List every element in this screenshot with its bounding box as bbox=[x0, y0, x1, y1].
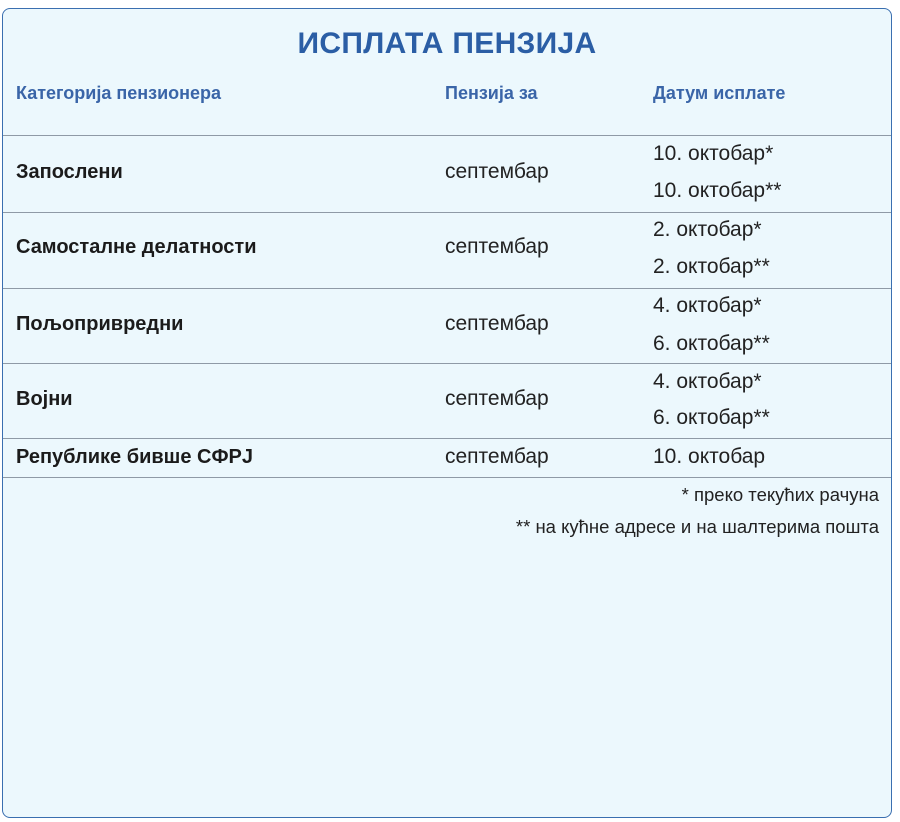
row-date-account: 4. октобар* bbox=[653, 370, 762, 393]
row-category: Запослени bbox=[16, 161, 123, 183]
column-header-payment-date: Датум исплате bbox=[653, 83, 786, 103]
row-category: Самосталне делатности bbox=[16, 236, 257, 258]
row-date-post: 10. октобар** bbox=[653, 179, 782, 202]
row-category: Пољопривредни bbox=[16, 313, 184, 335]
row-period: септембар bbox=[445, 445, 549, 468]
pension-payment-card bbox=[2, 8, 892, 818]
row-period: септембар bbox=[445, 235, 549, 258]
table-row bbox=[3, 213, 891, 288]
card-title: ИСПЛАТА ПЕНЗИЈА bbox=[297, 27, 597, 60]
row-date-account: 10. октобар* bbox=[653, 142, 774, 165]
column-header-pension-for: Пензија за bbox=[445, 83, 538, 103]
row-period: септембар bbox=[445, 387, 549, 410]
row-date: 10. октобар bbox=[653, 445, 766, 468]
row-date-account: 4. октобар* bbox=[653, 294, 762, 317]
row-date-account: 2. октобар* bbox=[653, 218, 762, 241]
table-row bbox=[3, 136, 891, 211]
row-date-post: 6. октобар** bbox=[653, 406, 770, 429]
table-row bbox=[3, 439, 891, 477]
table-row bbox=[3, 364, 891, 438]
footnote-post: ** на кућне адресе и на шалтерима пошта bbox=[515, 516, 879, 537]
row-category: Републике бивше СФРЈ bbox=[16, 446, 253, 468]
column-header-category: Категорија пензионера bbox=[16, 83, 222, 103]
table-bottom-divider bbox=[3, 477, 891, 478]
row-category: Војни bbox=[16, 388, 73, 410]
footnote-account: * преко текућих рачуна bbox=[681, 484, 879, 505]
row-period: септембар bbox=[445, 312, 549, 335]
row-period: септембар bbox=[445, 160, 549, 183]
row-date-post: 6. октобар** bbox=[653, 332, 770, 355]
table-row bbox=[3, 289, 891, 363]
row-date-post: 2. октобар** bbox=[653, 255, 770, 278]
